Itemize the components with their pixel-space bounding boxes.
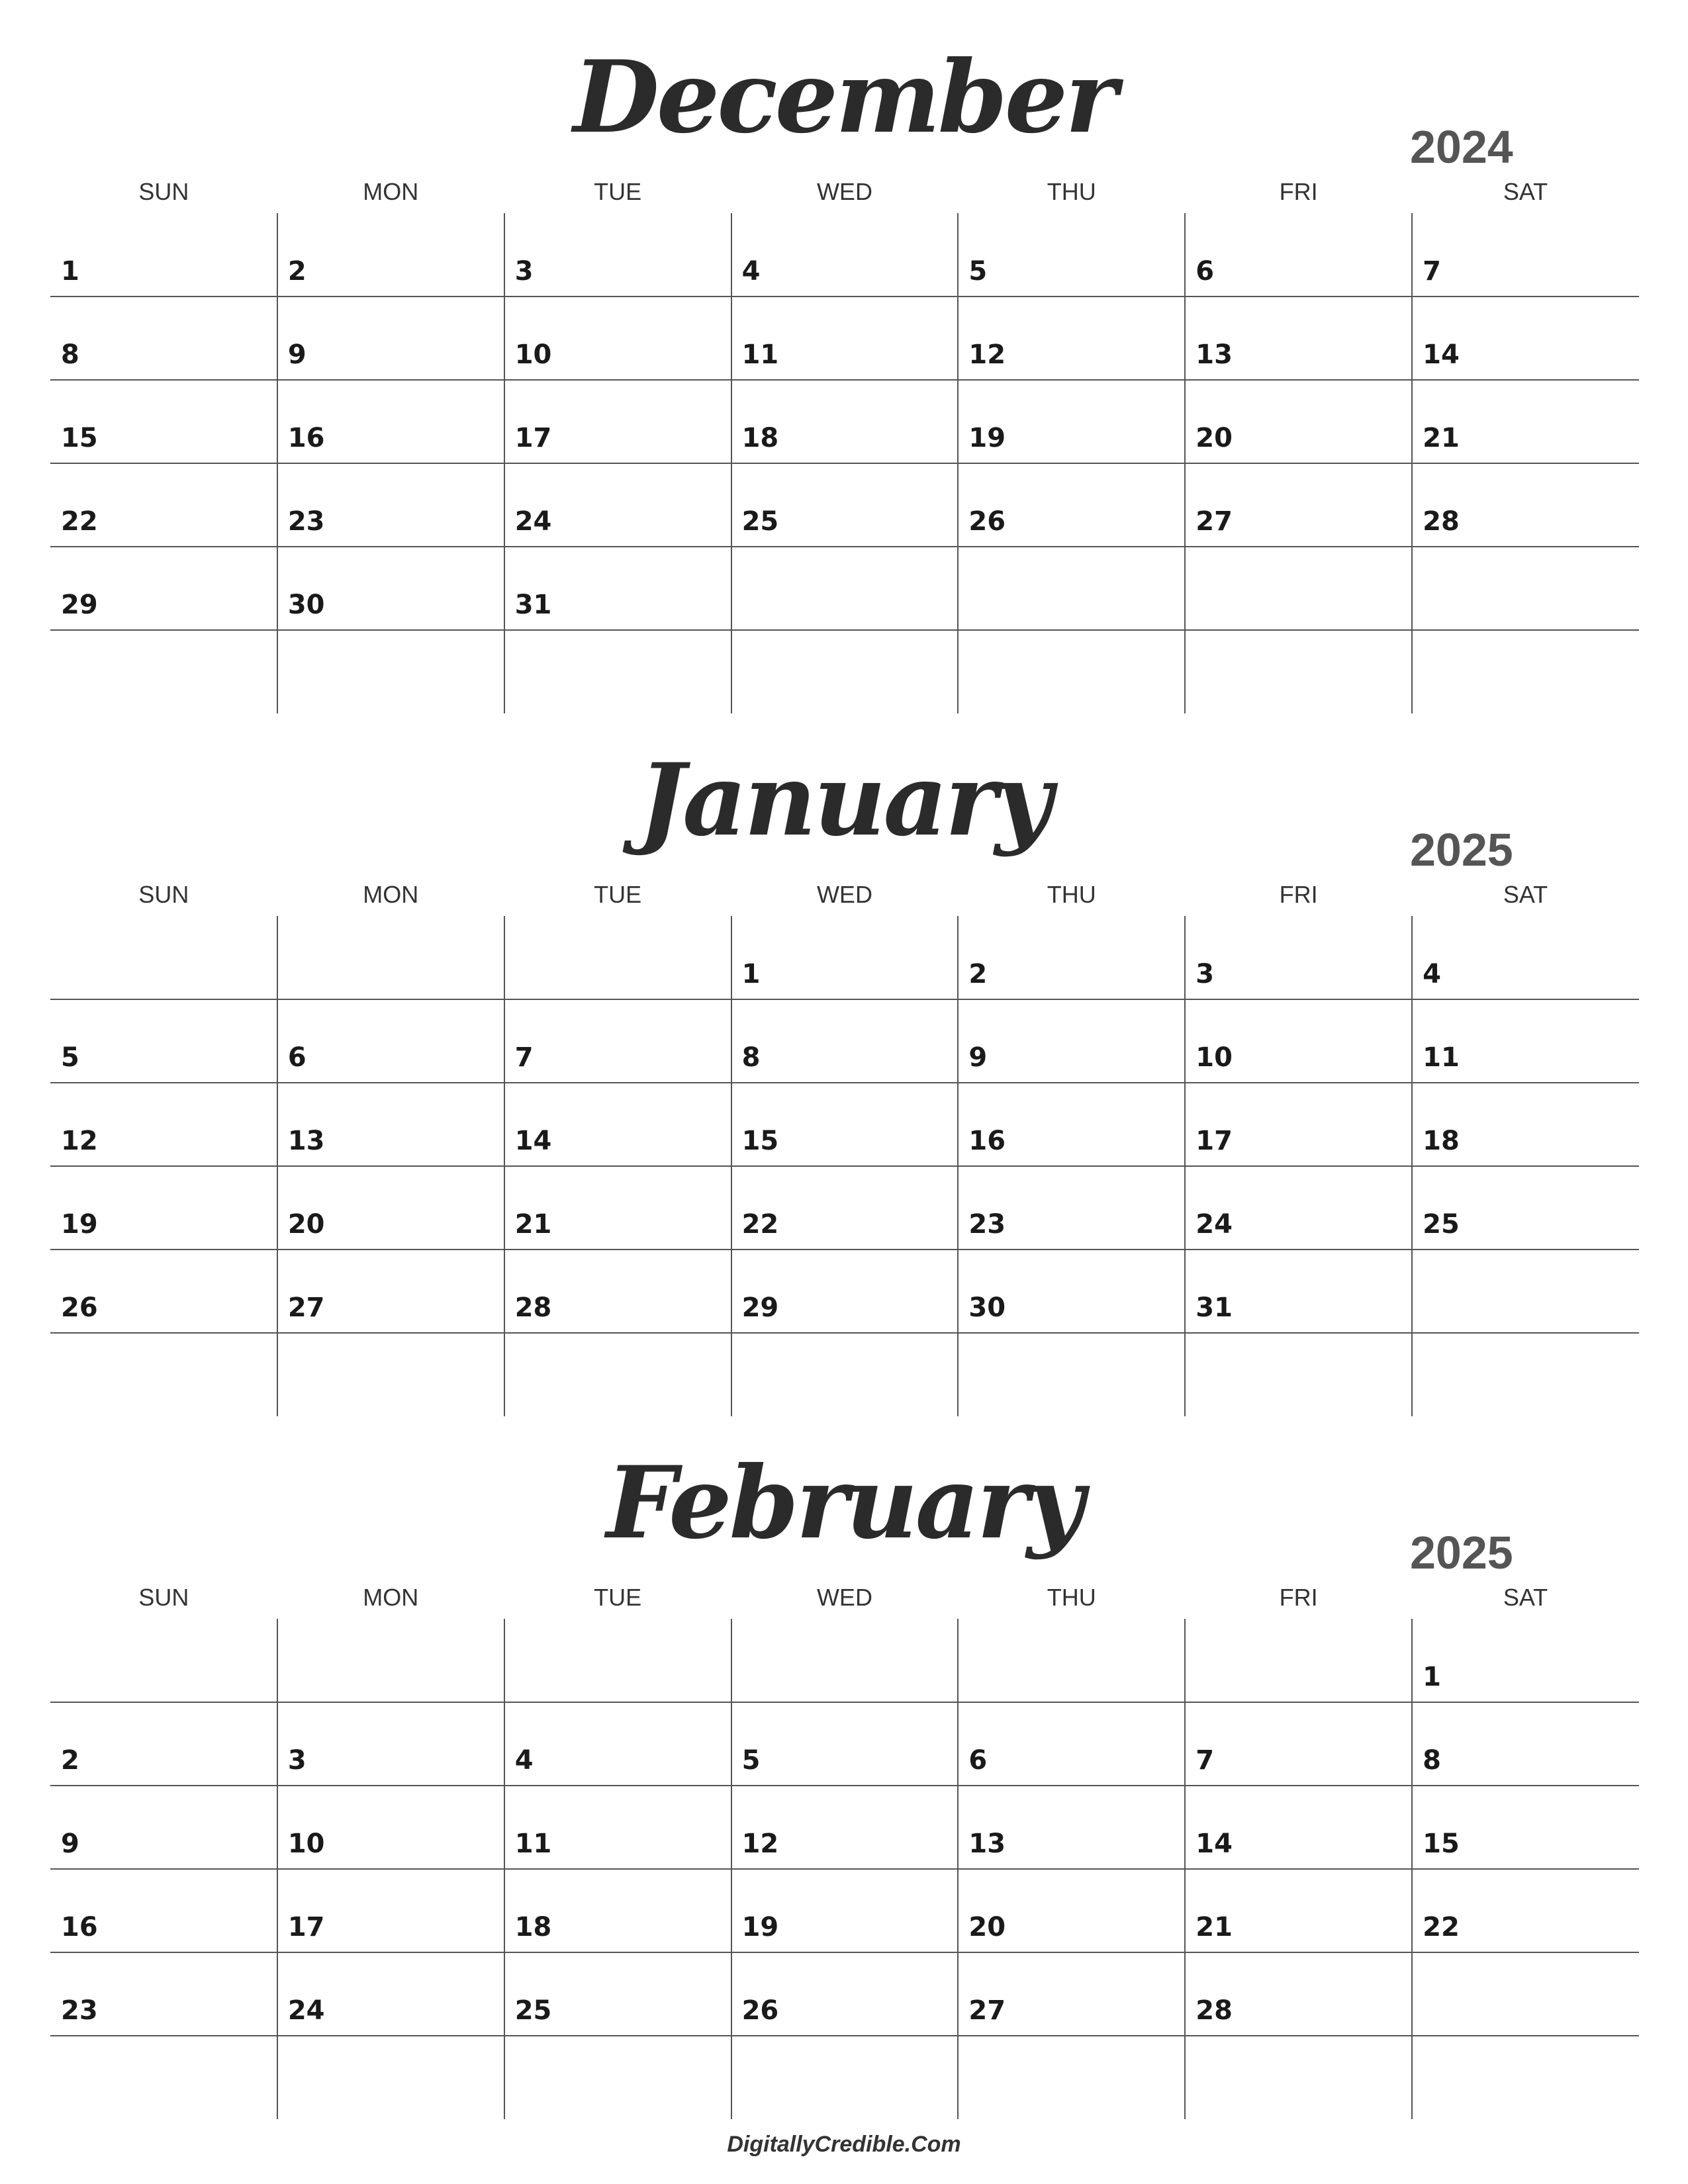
weekday-label: THU [1047,1584,1096,1611]
day-number: 24 [1196,1209,1233,1240]
month-december [0,0,1688,668]
weekday-label: TUE [594,881,642,908]
row-divider [50,1952,1639,1953]
day-number: 6 [1196,256,1215,287]
day-number: 27 [1196,506,1233,537]
day-number: 29 [61,590,98,620]
day-number: 16 [287,423,325,453]
day-number: 26 [741,1995,779,2026]
row-divider [50,1785,1639,1786]
day-number: 8 [741,1042,761,1073]
day-number: 23 [968,1209,1006,1240]
weekday-label: SUN [138,881,189,908]
day-number: 6 [968,1745,988,1776]
day-number: 1 [741,959,761,989]
weekday-label: THU [1047,178,1096,205]
month-january [0,703,1688,1371]
day-number: 4 [741,256,761,287]
day-number: 17 [514,423,552,453]
day-number: 18 [741,423,779,453]
month-title: January [638,742,1050,858]
month-year: 2025 [1410,824,1513,876]
day-number: 14 [1423,340,1460,370]
weekday-header [50,1581,1639,1614]
day-number: 13 [968,1829,1006,1859]
day-number: 26 [968,506,1006,537]
day-number: 9 [61,1829,79,1859]
day-number: 7 [1196,1745,1215,1776]
weekday-header [50,175,1639,208]
weekday-label: SAT [1503,178,1548,205]
day-number: 20 [1196,423,1233,453]
day-number: 21 [1196,1912,1233,1942]
day-number: 23 [61,1995,98,2026]
month-year: 2024 [1410,121,1513,173]
day-number: 28 [1196,1995,1233,2026]
month-grid [50,213,1639,713]
weekday-label: SUN [138,178,189,205]
day-number: 17 [287,1912,325,1942]
day-number: 12 [61,1126,98,1156]
row-divider [50,379,1639,381]
day-number: 11 [741,340,779,370]
weekday-label: MON [363,881,419,908]
weekday-label: FRI [1279,178,1318,205]
day-number: 1 [1423,1662,1441,1692]
month-grid [50,1619,1639,2119]
day-number: 31 [1196,1293,1233,1323]
row-divider [50,1165,1639,1167]
weekday-label: TUE [594,178,642,205]
day-number: 3 [1196,959,1215,989]
day-number: 15 [741,1126,779,1156]
day-number: 21 [1423,423,1460,453]
day-number: 16 [61,1912,98,1942]
day-number: 19 [61,1209,98,1240]
day-number: 16 [968,1126,1006,1156]
day-number: 9 [287,340,306,370]
day-number: 14 [1196,1829,1233,1859]
day-number: 3 [514,256,534,287]
day-number: 22 [61,506,98,537]
row-divider [50,296,1639,297]
weekday-label: SAT [1503,1584,1548,1611]
weekday-label: FRI [1279,1584,1318,1611]
row-divider [50,463,1639,464]
weekday-header [50,878,1639,911]
day-number: 31 [514,590,552,620]
day-number: 17 [1196,1126,1233,1156]
day-number: 6 [287,1042,306,1073]
weekday-label: WED [816,1584,872,1611]
day-number: 30 [968,1293,1006,1323]
day-number: 20 [968,1912,1006,1942]
day-number: 19 [741,1912,779,1942]
weekday-label: MON [363,1584,419,1611]
day-number: 11 [514,1829,552,1859]
day-number: 5 [61,1042,79,1073]
day-number: 10 [287,1829,325,1859]
footer-credit: DigitallyCredible.Com [727,2132,961,2157]
day-number: 15 [1423,1829,1460,1859]
day-number: 20 [287,1209,325,1240]
day-number: 5 [968,256,988,287]
day-number: 9 [968,1042,988,1073]
day-number: 1 [61,256,79,287]
day-number: 2 [968,959,988,989]
day-number: 29 [741,1293,779,1323]
day-number: 11 [1423,1042,1460,1073]
day-number: 10 [514,340,552,370]
day-number: 13 [287,1126,325,1156]
day-number: 5 [741,1745,761,1776]
day-number: 24 [287,1995,325,2026]
day-number: 26 [61,1293,98,1323]
day-number: 18 [1423,1126,1460,1156]
weekday-label: SAT [1503,881,1548,908]
day-number: 28 [1423,506,1460,537]
day-number: 2 [287,256,306,287]
row-divider [50,1702,1639,1703]
weekday-label: WED [816,881,872,908]
month-title: February [606,1445,1082,1561]
day-number: 22 [1423,1912,1460,1942]
day-number: 12 [968,340,1006,370]
weekday-label: MON [363,178,419,205]
day-number: 7 [1423,256,1441,287]
day-number: 4 [514,1745,534,1776]
day-number: 12 [741,1829,779,1859]
row-divider [50,1332,1639,1334]
weekday-label: WED [816,178,872,205]
day-number: 27 [287,1293,325,1323]
row-divider [50,2035,1639,2036]
day-number: 25 [741,506,779,537]
row-divider [50,999,1639,1000]
day-number: 4 [1423,959,1441,989]
day-number: 8 [61,340,79,370]
day-number: 23 [287,506,325,537]
day-number: 3 [287,1745,306,1776]
weekday-label: SUN [138,1584,189,1611]
day-number: 14 [514,1126,552,1156]
day-number: 13 [1196,340,1233,370]
day-number: 27 [968,1995,1006,2026]
day-number: 10 [1196,1042,1233,1073]
day-number: 25 [1423,1209,1460,1240]
weekday-label: TUE [594,1584,642,1611]
day-number: 28 [514,1293,552,1323]
row-divider [50,629,1639,631]
weekday-label: FRI [1279,881,1318,908]
day-number: 24 [514,506,552,537]
day-number: 15 [61,423,98,453]
day-number: 7 [514,1042,534,1073]
row-divider [50,1249,1639,1250]
month-grid [50,916,1639,1416]
month-february [0,1406,1688,2074]
month-year: 2025 [1410,1527,1513,1578]
row-divider [50,546,1639,547]
row-divider [50,1082,1639,1083]
day-number: 18 [514,1912,552,1942]
day-number: 8 [1423,1745,1441,1776]
day-number: 21 [514,1209,552,1240]
day-number: 2 [61,1745,79,1776]
day-number: 30 [287,590,325,620]
weekday-label: THU [1047,881,1096,908]
month-title: December [573,39,1115,156]
row-divider [50,1868,1639,1870]
day-number: 25 [514,1995,552,2026]
day-number: 19 [968,423,1006,453]
day-number: 22 [741,1209,779,1240]
